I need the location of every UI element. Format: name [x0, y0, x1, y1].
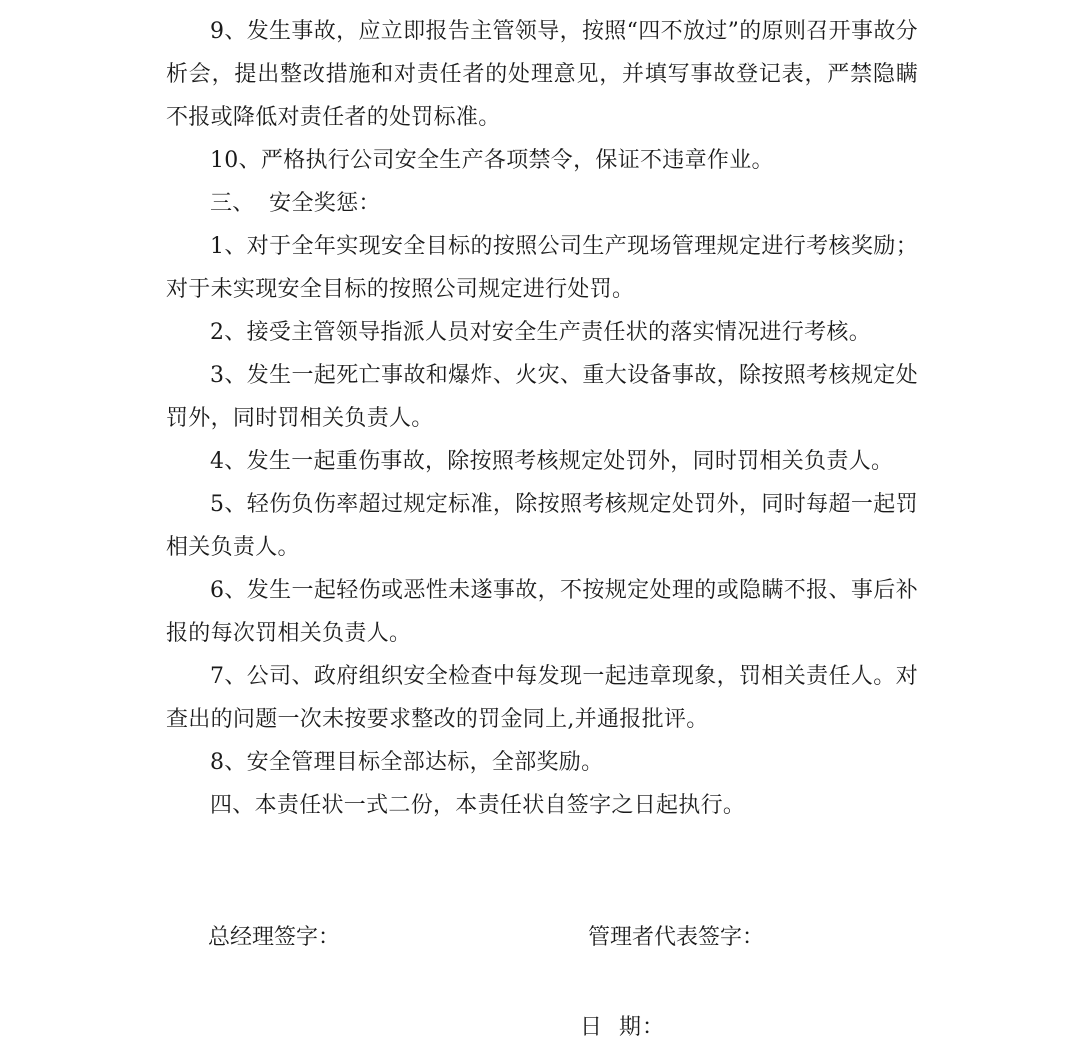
reward-item-6: 6、发生一起轻伤或恶性未遂事故，不按规定处理的或隐瞒不报、事后补报的每次罚相关负责人。 [166, 578, 918, 646]
reward-item-5: 5、轻伤负伤率超过规定标准，除按照考核规定处罚外，同时每超一起罚相关负责人。 [166, 492, 918, 560]
section-heading-safety-rewards: 三、 安全奖惩： [210, 191, 381, 216]
reward-item-3: 3、发生一起死亡事故和爆炸、火灾、重大设备事故，除按照考核规定处罚外，同时罚相关负责人。 [166, 363, 918, 431]
paragraph-9-accident-report: 9、发生事故，应立即报告主管领导，按照“四不放过”的原则召开事故分析会，提出整改措施和对责任者的处理意见，并填写事故登记表，严禁隐瞒不报或降低对责任者的处罚标准。 [166, 19, 918, 130]
general-manager-signature-label: 总经理签字： [208, 925, 341, 950]
reward-item-1: 1、对于全年实现安全目标的按照公司生产现场管理规定进行考核奖励；对于未实现安全目标的按照公司规定进行处罚。 [166, 234, 918, 302]
reward-item-2: 2、接受主管领导指派人员对安全生产责任状的落实情况进行考核。 [210, 320, 871, 345]
reward-item-4: 4、发生一起重伤事故，除按照考核规定处罚外，同时罚相关负责人。 [210, 449, 894, 474]
reward-item-7: 7、公司、政府组织安全检查中每发现一起违章现象，罚相关责任人。对查出的问题一次未按要求整改的罚金同上,并通报批评。 [166, 664, 918, 732]
document-body [166, 10, 918, 827]
reward-item-8: 8、安全管理目标全部达标，全部奖励。 [210, 750, 604, 775]
paragraph-10-safety-prohibitions: 10、严格执行公司安全生产各项禁令，保证不违章作业。 [210, 148, 774, 173]
date-label: 日 期： [580, 1015, 665, 1040]
management-rep-signature-label: 管理者代表签字： [588, 925, 765, 950]
section-four-copies-clause: 四、本责任状一式二份，本责任状自签字之日起执行。 [210, 793, 746, 818]
